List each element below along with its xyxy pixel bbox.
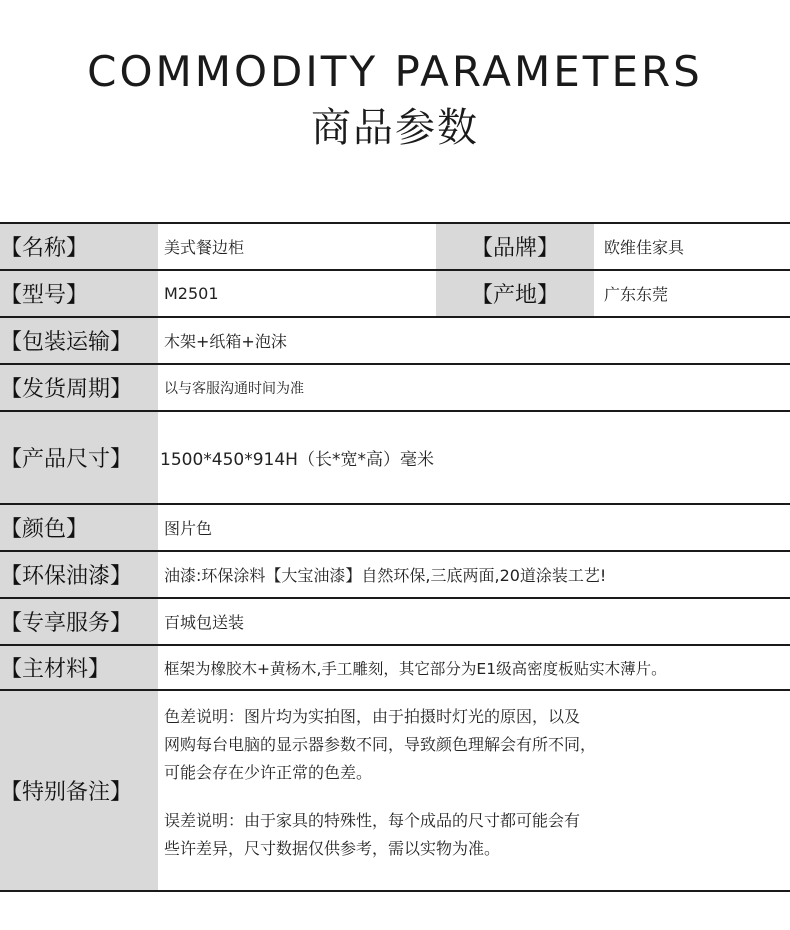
table-row-color: [0, 505, 790, 552]
brand-value: 欧维佳家具: [604, 238, 685, 257]
table-row-service: [0, 599, 790, 646]
packaging-value: 木架+纸箱+泡沫: [158, 318, 790, 363]
table-row-size: [0, 412, 790, 505]
paint-value: 油漆:环保涂料【大宝油漆】自然环保,三底两面,20道涂装工艺!: [158, 552, 790, 597]
name-value: 美式餐边柜: [158, 224, 436, 269]
notes-text: [158, 691, 790, 890]
service-label: 【专享服务】: [0, 599, 158, 644]
packaging-label: 【包装运输】: [0, 318, 158, 363]
color-value: 图片色: [158, 505, 790, 550]
page-title-chinese: 商品参数: [311, 105, 479, 151]
model-label: 【型号】: [0, 271, 158, 316]
table-row-packaging: [0, 318, 790, 365]
origin-label: 【产地】: [436, 271, 594, 316]
shipping-value: 以与客服沟通时间为准: [158, 365, 790, 410]
table-row-material: [0, 646, 790, 691]
notes-spacer: [164, 787, 790, 807]
origin-value: 广东东莞: [604, 285, 669, 304]
material-value: 框架为橡胶木+黄杨木,手工雕刻，其它部分为E1级高密度板贴实木薄片。: [158, 646, 790, 689]
notes-line: 些许差异，尺寸数据仅供参考，需以实物为准。: [164, 839, 501, 858]
size-label: 【产品尺寸】: [0, 412, 158, 503]
service-value: 百城包送装: [158, 599, 790, 644]
model-value: M2501: [158, 271, 436, 316]
notes-line: 可能会存在少许正常的色差。: [164, 763, 373, 782]
table-row-shipping: [0, 365, 790, 412]
notes-line: 网购每台电脑的显示器参数不同，导致颜色理解会有所不同，: [164, 735, 597, 754]
material-label: 【主材料】: [0, 646, 158, 689]
notes-label: 【特别备注】: [0, 691, 158, 890]
paint-label: 【环保油漆】: [0, 552, 158, 597]
parameters-table: [0, 222, 790, 892]
brand-label: 【品牌】: [436, 224, 594, 269]
table-row-paint: [0, 552, 790, 599]
shipping-label: 【发货周期】: [0, 365, 158, 410]
notes-line: 色差说明：图片均为实拍图，由于拍摄时灯光的原因，以及: [164, 707, 581, 726]
table-row-notes: [0, 691, 790, 892]
page-title-english: COMMODITY PARAMETERS: [87, 47, 703, 96]
notes-line: 误差说明：由于家具的特殊性，每个成品的尺寸都可能会有: [164, 811, 581, 830]
size-value: 1500*450*914H（长*宽*高）毫米: [158, 412, 790, 503]
table-row-model-origin: [0, 271, 790, 318]
color-label: 【颜色】: [0, 505, 158, 550]
name-label: 【名称】: [0, 224, 158, 269]
table-row-name-brand: [0, 224, 790, 271]
